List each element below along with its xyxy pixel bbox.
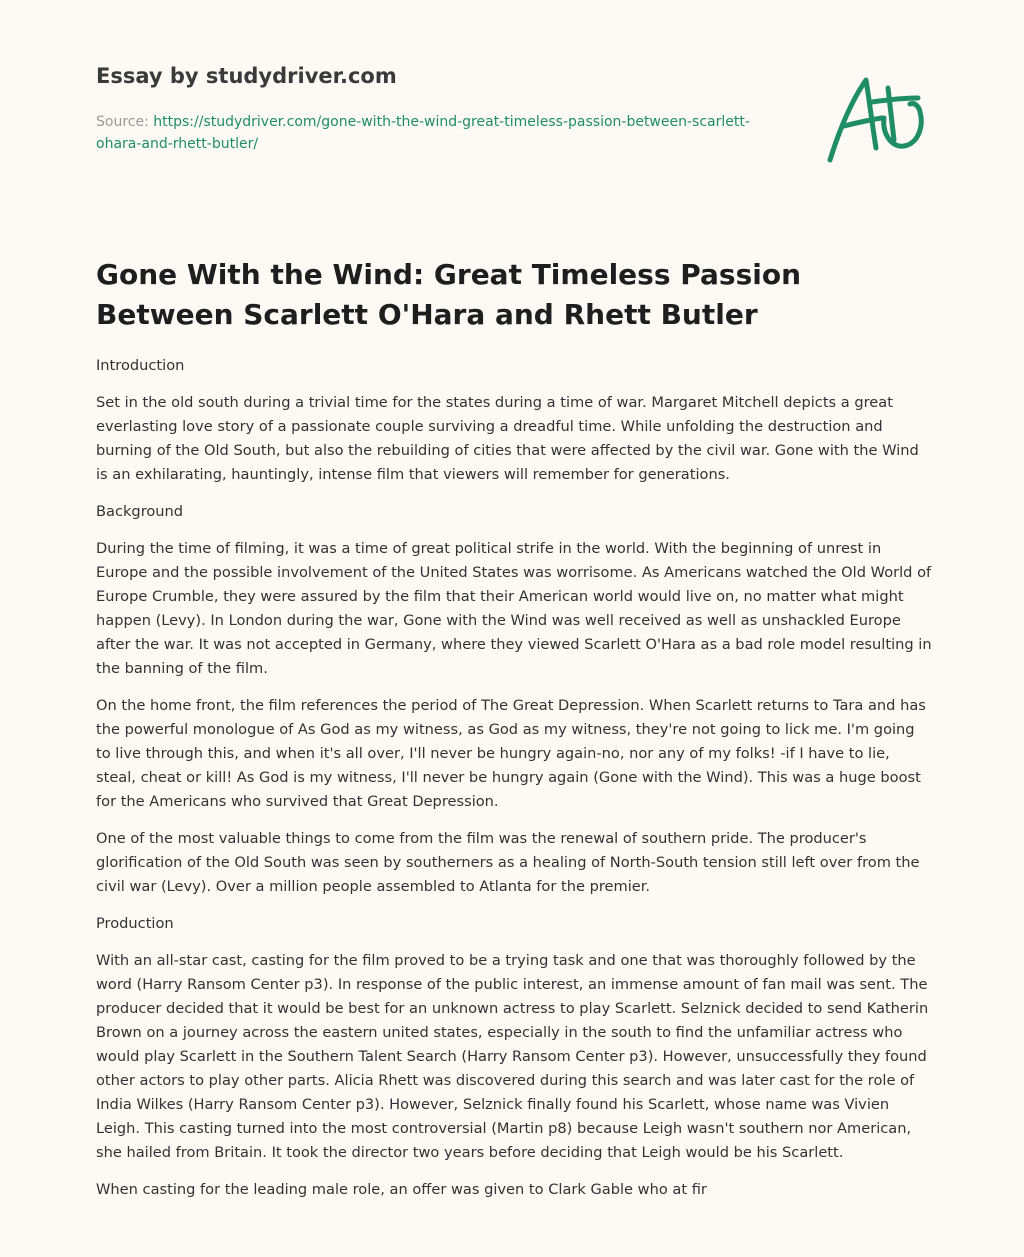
essay-body xyxy=(96,354,932,1215)
paragraph: When casting for the leading male role, an offer was given to Clark Gable who at fir xyxy=(96,1181,707,1198)
section-heading: Background xyxy=(96,503,184,520)
source-link[interactable]: https://studydriver.com/gone-with-the-wind-great-timeless-passion-between-scarlett-ohara-and-rhett-butler/ xyxy=(96,114,750,152)
section-heading: Production xyxy=(96,915,174,932)
a-plus-logo-icon xyxy=(822,68,932,168)
paragraph: Set in the old south during a trivial time for the states during a time of war. Margaret Mitchell depicts a great everlasting love story of a passionate couple surviving a dreadful time. While unfolding the destruction and burning of the Old South, but also the rebuilding of cities that were affected by the civil war. Gone with the Wind is an exhilarating, hauntingly, intense film that viewers will remember for generations. xyxy=(96,394,919,483)
essay-title: Gone With the Wind: Great Timeless Passion Between Scarlett O'Hara and Rhett Butler xyxy=(96,258,802,331)
section-heading: Introduction xyxy=(96,357,185,374)
paragraph: One of the most valuable things to come from the film was the renewal of southern pride. The producer's glorification of the Old South was seen by southerners as a healing of North-South tension still left over from the civil war (Levy). Over a million people assembled to Atlanta for the premier. xyxy=(96,830,920,895)
source-label: Source: xyxy=(96,114,154,130)
paragraph: With an all-star cast, casting for the film proved to be a trying task and one that was thoroughly followed by the word (Harry Ransom Center p3). In response of the public interest, an immense amount of fan mail was sent. The producer decided that it would be best for an unknown actress to play Scarlett. Selznick decided to send Katherin Brown on a journey across the eastern united states, especially in the south to find the unfamiliar actress who would play Scarlett in the Southern Talent Search (Harry Ransom Center p3). However, unsuccessfully they found other actors to play other parts. Alicia Rhett was discovered during this search and was later cast for the role of India Wilkes (Harry Ransom Center p3). However, Selznick finally found his Scarlett, whose name was Vivien Leigh. This casting turned into the most controversial (Martin p8) because Leigh wasn't southern nor American, she hailed from Britain. It took the director two years before deciding that Leigh would be his Scarlett. xyxy=(96,952,929,1161)
paragraph: During the time of filming, it was a time of great political strife in the world. With the beginning of unrest in Europe and the possible involvement of the United States was worrisome. As Americans watched the Old World of Europe Crumble, they were assured by the film that their American world would live on, no matter what might happen (Levy). In London during the war, Gone with the Wind was well received as well as unshackled Europe after the war. It was not accepted in Germany, where they viewed Scarlett O'Hara as a bad role model resulting in the banning of the film. xyxy=(96,540,932,677)
source-line xyxy=(96,111,756,155)
paragraph: On the home front, the film references the period of The Great Depression. When Scarlett returns to Tara and has the powerful monologue of As God as my witness, as God as my witness, they're not going to lick me. I'm going to live through this, and when it's all over, I'll never be hungry again-no, nor any of my folks! -if I have to lie, steal, cheat or kill! As God is my witness, I'll never be hungry again (Gone with the Wind). This was a huge boost for the Americans who survived that Great Depression. xyxy=(96,697,926,810)
site-title: Essay by studydriver.com xyxy=(96,64,397,88)
